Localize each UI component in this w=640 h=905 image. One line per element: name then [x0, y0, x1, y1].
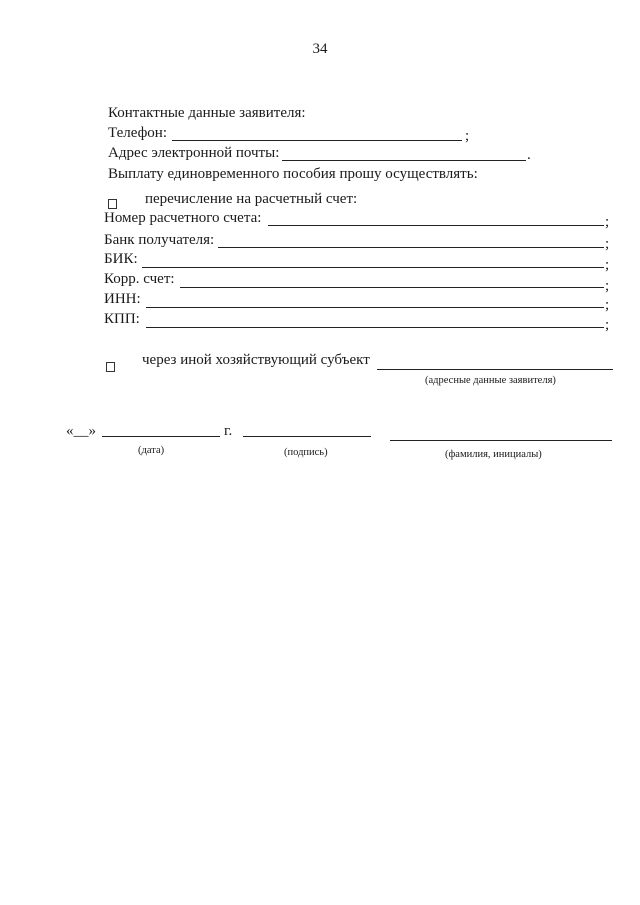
corr-field[interactable] [180, 287, 604, 288]
name-field[interactable] [390, 440, 612, 441]
email-label: Адрес электронной почты: [108, 145, 280, 161]
bik-label: БИК: [104, 251, 138, 267]
year-suffix: г. [224, 423, 233, 439]
account-option-checkbox[interactable] [108, 199, 117, 209]
date-prefix: «__» [66, 423, 96, 439]
corr-label: Корр. счет: [104, 271, 175, 287]
other-option-label: через иной хозяйствующий субъект [142, 352, 370, 368]
date-caption: (дата) [138, 445, 165, 456]
kpp-end: ; [605, 317, 610, 333]
bank-field[interactable] [218, 247, 604, 248]
phone-end: ; [465, 128, 470, 144]
payment-heading: Выплату единовременного пособия прошу осуществлять: [108, 166, 478, 182]
name-caption: (фамилия, инициалы) [445, 449, 542, 460]
kpp-field[interactable] [146, 327, 604, 328]
bank-label: Банк получателя: [104, 232, 215, 248]
account-number-label: Номер расчетного счета: [104, 210, 262, 226]
account-number-field[interactable] [268, 225, 604, 226]
page-number: 34 [312, 41, 328, 57]
kpp-label: КПП: [104, 311, 140, 327]
inn-end: ; [605, 297, 610, 313]
phone-label: Телефон: [108, 125, 167, 141]
bik-field[interactable] [142, 267, 604, 268]
other-address-caption: (адресные данные заявителя) [425, 375, 556, 386]
other-option-checkbox[interactable] [106, 362, 115, 372]
signature-field[interactable] [243, 436, 371, 437]
date-field[interactable] [102, 436, 220, 437]
other-address-field[interactable] [377, 369, 613, 370]
bank-end: ; [605, 236, 610, 252]
bik-end: ; [605, 257, 610, 273]
email-end: . [527, 147, 531, 163]
contacts-heading: Контактные данные заявителя: [108, 105, 306, 121]
account-number-end: ; [605, 214, 610, 230]
corr-end: ; [605, 278, 610, 294]
phone-field[interactable] [172, 140, 462, 141]
email-field[interactable] [282, 160, 526, 161]
inn-label: ИНН: [104, 291, 141, 307]
account-option-label: перечисление на расчетный счет: [145, 191, 358, 207]
inn-field[interactable] [146, 307, 604, 308]
signature-caption: (подпись) [284, 447, 328, 458]
